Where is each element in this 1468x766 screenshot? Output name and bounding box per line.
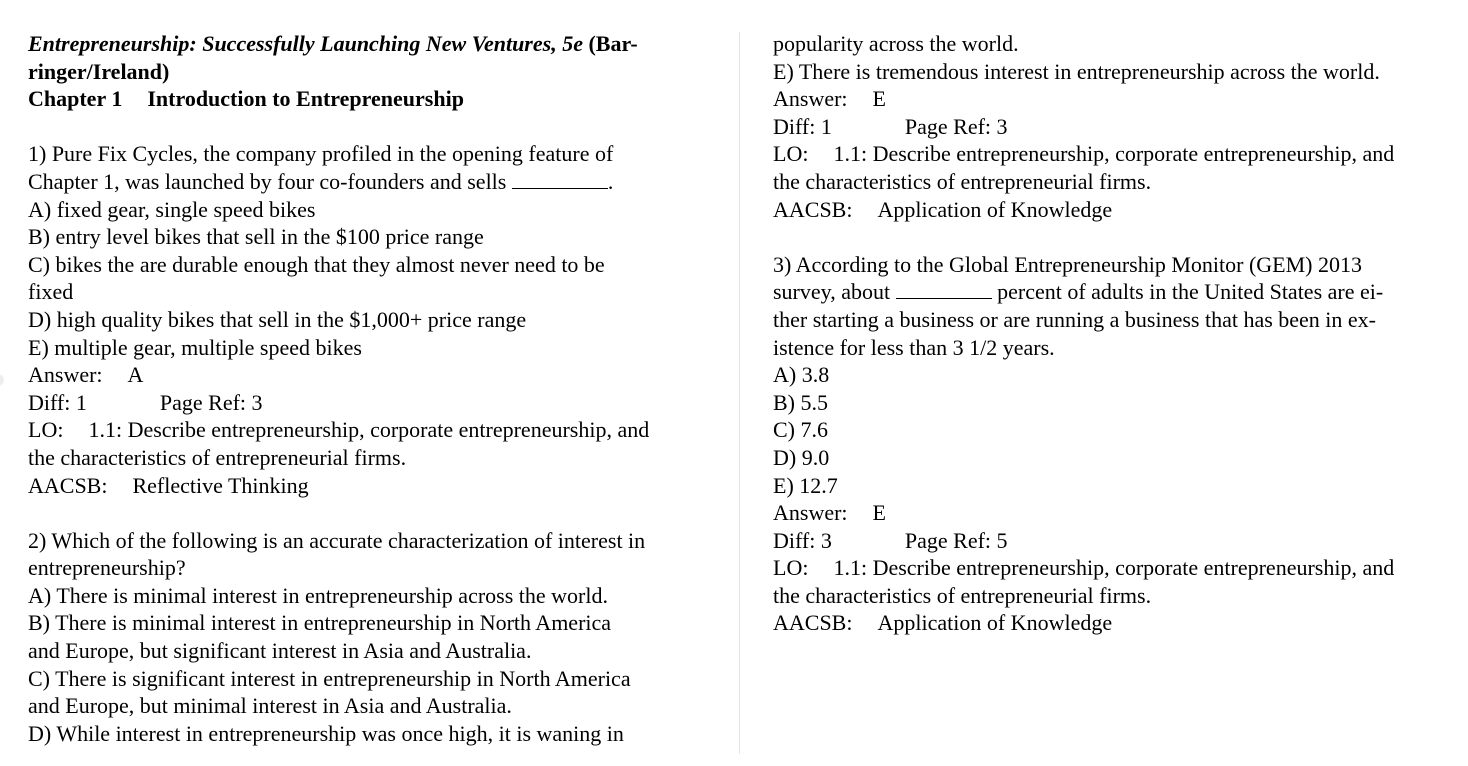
question-3 [773, 251, 1463, 637]
left-column [28, 30, 718, 747]
q3-answer-value: E [872, 500, 886, 526]
question-2-continued [773, 30, 1463, 223]
q2-lo-label: LO: [773, 141, 809, 167]
q1-aacsb [28, 472, 718, 500]
authors-part1: (Bar- [588, 31, 638, 56]
q1-answer-value: A [127, 362, 144, 388]
q3-aacsb-label: AACSB: [773, 610, 853, 636]
column-divider [739, 32, 740, 754]
q1-diff [28, 389, 718, 417]
q2-option-b1: B) There is minimal interest in entrepreneurship in North America [28, 610, 612, 636]
q3-lo-text1: 1.1: Describe entrepreneurship, corporate entrepreneurship, and [833, 555, 1395, 581]
q2-diff [773, 113, 1463, 141]
q2-option-c2: and Europe, but minimal interest in Asia and Australia. [28, 693, 512, 719]
q3-stem-line4: istence for less than 3 1/2 years. [773, 334, 1055, 360]
q3-stem-line2 [773, 278, 1463, 306]
spacer [28, 499, 718, 527]
q1-lo-text2: the characteristics of entrepreneurial firms. [28, 444, 407, 470]
q1-option-e: E) multiple gear, multiple speed bikes [28, 334, 362, 360]
q2-option-e: E) There is tremendous interest in entrepreneurship across the world. [773, 58, 1380, 84]
q1-stem-line1: 1) Pure Fix Cycles, the company profiled in the opening feature of [28, 141, 614, 167]
q3-answer-label: Answer: [773, 500, 848, 526]
q2-answer-value: E [872, 86, 886, 112]
book-title: Entrepreneurship: Successfully Launching New Ventures, 5e [28, 31, 583, 56]
q1-stem-line2-pre: Chapter 1, was launched by four co-founders and sells [28, 168, 507, 194]
q2-diff-label: Diff: 1 [773, 113, 832, 139]
spacer [773, 223, 1463, 251]
question-2 [28, 527, 718, 748]
q2-answer [773, 85, 1463, 113]
q2-option-b2: and Europe, but significant interest in Asia and Australia. [28, 638, 532, 664]
q1-lo-label: LO: [28, 417, 64, 443]
question-1 [28, 140, 718, 499]
q1-aacsb-label: AACSB: [28, 472, 108, 498]
q2-option-d2: popularity across the world. [773, 31, 1019, 56]
q3-stem-line1: 3) According to the Global Entrepreneurship Monitor (GEM) 2013 [773, 251, 1362, 277]
q3-lo [773, 554, 1463, 582]
page-edge-marker [0, 374, 4, 386]
q3-option-a: A) 3.8 [773, 362, 830, 388]
q2-answer-label: Answer: [773, 86, 848, 112]
q3-stem-line2-pre: survey, about [773, 279, 891, 305]
right-column [773, 30, 1463, 637]
q1-stem-line2 [28, 168, 718, 196]
q1-aacsb-value: Reflective Thinking [132, 472, 309, 498]
q1-option-d: D) high quality bikes that sell in the $1,000+ price range [28, 306, 527, 332]
q3-stem-line2-post: percent of adults in the United States are ei- [997, 279, 1384, 305]
q1-answer-label: Answer: [28, 362, 103, 388]
q2-lo-text2: the characteristics of entrepreneurial firms. [773, 168, 1152, 194]
q3-option-e: E) 12.7 [773, 472, 838, 498]
chapter-title: Introduction to Entrepreneurship [147, 86, 464, 112]
book-title-line [28, 30, 718, 58]
q1-lo [28, 416, 718, 444]
q3-diff-label: Diff: 3 [773, 527, 832, 553]
q1-option-a: A) fixed gear, single speed bikes [28, 196, 316, 222]
q2-aacsb [773, 196, 1463, 224]
spacer [28, 113, 718, 141]
q2-option-c1: C) There is significant interest in entrepreneurship in North America [28, 665, 631, 691]
q1-diff-label: Diff: 1 [28, 389, 87, 415]
q3-stem-line3: ther starting a business or are running a business that has been in ex- [773, 306, 1377, 332]
q2-lo [773, 140, 1463, 168]
q2-aacsb-label: AACSB: [773, 196, 853, 222]
q1-stem-line2-post: . [607, 168, 614, 194]
q3-aacsb [773, 609, 1463, 637]
q2-stem-line2: entrepreneurship? [28, 555, 186, 581]
q2-option-a: A) There is minimal interest in entrepreneurship across the world. [28, 582, 608, 608]
q3-aacsb-value: Application of Knowledge [877, 610, 1113, 636]
q2-option-d1: D) While interest in entrepreneurship was once high, it is waning in [28, 720, 624, 746]
authors-part2: ringer/Ireland) [28, 58, 170, 84]
q1-fill-blank [512, 170, 608, 189]
q1-option-b: B) entry level bikes that sell in the $100 price range [28, 224, 484, 250]
q3-answer [773, 499, 1463, 527]
q1-page-ref: Page Ref: 3 [159, 389, 263, 415]
q2-stem-line1: 2) Which of the following is an accurate characterization of interest in [28, 527, 646, 553]
chapter-heading [28, 85, 718, 113]
q1-lo-text1: 1.1: Describe entrepreneurship, corporate entrepreneurship, and [88, 417, 650, 443]
q2-lo-text1: 1.1: Describe entrepreneurship, corporate entrepreneurship, and [833, 141, 1395, 167]
q3-fill-blank [896, 280, 992, 299]
q3-lo-label: LO: [773, 555, 809, 581]
chapter-label: Chapter 1 [28, 86, 123, 112]
q1-option-c2: fixed [28, 279, 74, 305]
q2-aacsb-value: Application of Knowledge [877, 196, 1113, 222]
q3-option-c: C) 7.6 [773, 417, 828, 443]
q3-option-d: D) 9.0 [773, 444, 830, 470]
q3-page-ref: Page Ref: 5 [904, 527, 1008, 553]
q1-option-c1: C) bikes the are durable enough that they almost never need to be [28, 251, 605, 277]
q3-lo-text2: the characteristics of entrepreneurial firms. [773, 582, 1152, 608]
q3-diff [773, 527, 1463, 555]
q2-page-ref: Page Ref: 3 [904, 113, 1008, 139]
q3-option-b: B) 5.5 [773, 389, 828, 415]
q1-answer [28, 361, 718, 389]
